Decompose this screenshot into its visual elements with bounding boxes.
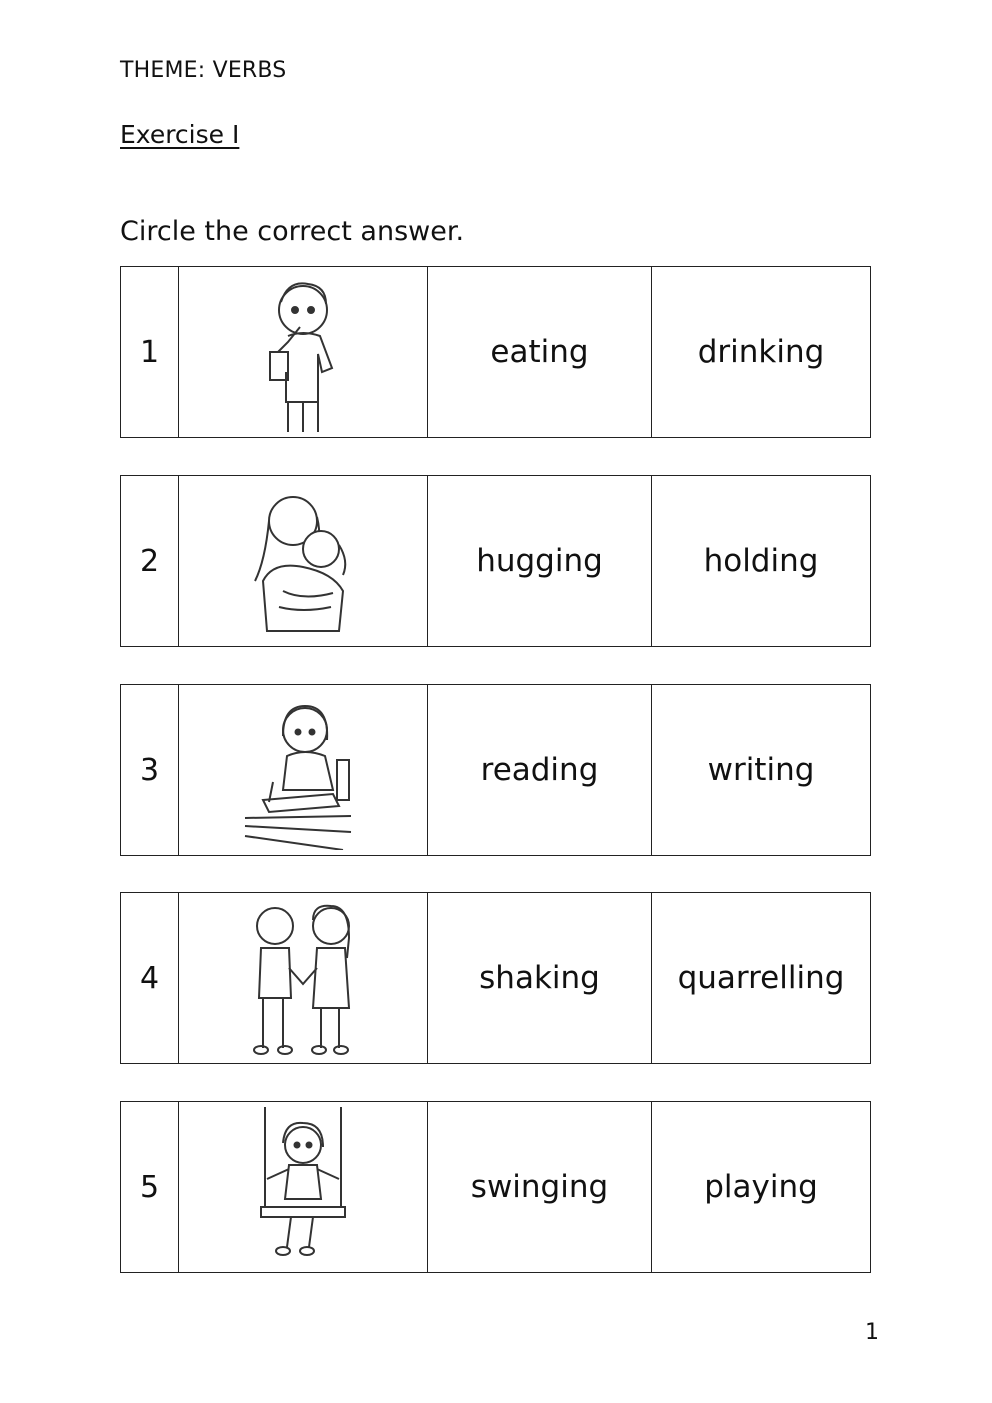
picture-cell (179, 267, 428, 437)
option-b[interactable]: quarrelling (677, 960, 845, 996)
picture-cell (179, 1102, 428, 1272)
kids-shaking-hands-icon (243, 898, 363, 1058)
item-number: 4 (121, 893, 179, 1063)
option-b[interactable]: playing (704, 1169, 818, 1205)
exercise-title: Exercise I (120, 120, 240, 149)
option-a[interactable]: reading (428, 685, 652, 855)
boy-drinking-icon (248, 272, 358, 432)
exercise-row-2 (120, 475, 871, 647)
option-a[interactable]: shaking (428, 893, 652, 1063)
item-number: 3 (121, 685, 179, 855)
exercise-row-1 (120, 266, 871, 438)
item-number: 1 (121, 267, 179, 437)
item-number: 2 (121, 476, 179, 646)
exercise-row-4 (120, 892, 871, 1064)
picture-cell (179, 893, 428, 1063)
picture-cell (179, 685, 428, 855)
option-a[interactable]: swinging (428, 1102, 652, 1272)
theme-heading: THEME: VERBS (120, 58, 287, 83)
option-b[interactable]: holding (703, 543, 819, 579)
exercise-row-3 (120, 684, 871, 856)
picture-cell (179, 476, 428, 646)
option-b[interactable]: writing (707, 752, 815, 788)
girl-writing-icon (243, 690, 363, 850)
page-number: 1 (865, 1320, 879, 1345)
exercise-row-5 (120, 1101, 871, 1273)
option-a[interactable]: hugging (428, 476, 652, 646)
option-a[interactable]: eating (428, 267, 652, 437)
girl-on-swing-icon (253, 1107, 353, 1267)
mother-hugging-child-icon (243, 481, 363, 641)
option-b[interactable]: drinking (697, 334, 825, 370)
item-number: 5 (121, 1102, 179, 1272)
instruction-text: Circle the correct answer. (120, 216, 465, 247)
